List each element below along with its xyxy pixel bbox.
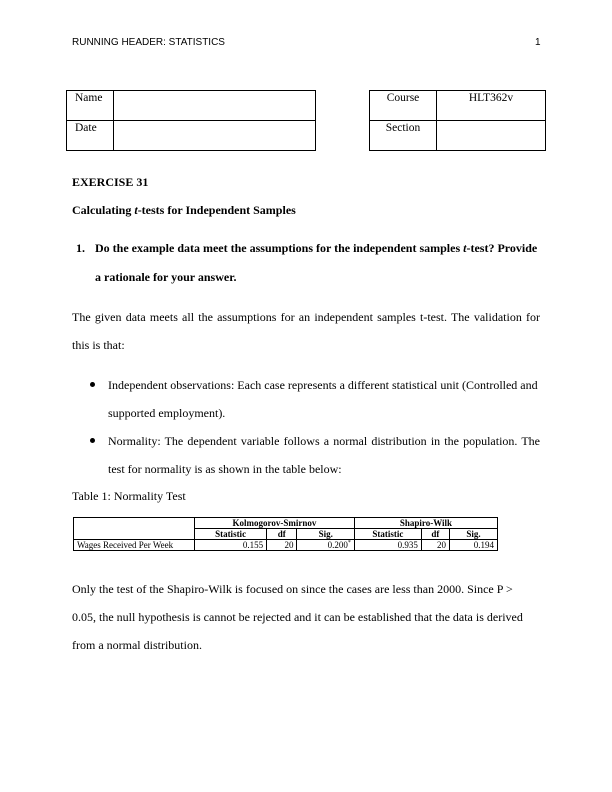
name-label: Name (67, 91, 114, 121)
subtitle-text-post: -tests for Independent Samples (137, 203, 296, 217)
subtitle-text-pre: Calculating (72, 203, 135, 217)
column-header: Sig. (449, 529, 497, 540)
row-header-blank (74, 518, 195, 540)
question-text (95, 234, 541, 292)
date-label: Date (67, 121, 114, 151)
group-header-sw: Shapiro-Wilk (354, 518, 497, 529)
course-info-table (369, 90, 546, 151)
student-info-table (66, 90, 316, 151)
bullet-line1: Normality: The dependent variable follows a normal distribution in the population. The (108, 434, 540, 448)
running-header: RUNNING HEADER: STATISTICS (72, 37, 225, 48)
bullet-line2: test for normality is as shown in the table below: (108, 462, 342, 476)
exercise-title: EXERCISE 31 (72, 175, 149, 189)
column-header: Statistic (354, 529, 421, 540)
bullet-item (108, 371, 540, 427)
question-line1-italic: t (463, 241, 467, 255)
exercise-subtitle (72, 203, 296, 218)
course-label: Course (370, 91, 437, 121)
conclusion-line2: 0.05, the null hypothesis is cannot be rejected and it can be established that the data is derived (72, 610, 523, 624)
ks-sig-value: 0.200 (327, 540, 348, 550)
table-row (74, 540, 498, 551)
ks-df-cell: 20 (267, 540, 297, 551)
conclusion-line1: Only the test of the Shapiro-Wilk is focused on since the cases are less than 2000. Since P > (72, 582, 513, 596)
row-label: Wages Received Per Week (74, 540, 195, 551)
ks-sig-cell (297, 540, 354, 551)
ks-sig-mark: * (347, 540, 351, 546)
question-line1-post: -test? Provide (466, 241, 538, 255)
answer-line2: this is that: (72, 338, 125, 352)
question-line2: a rationale for your answer. (95, 270, 237, 284)
conclusion-line3: from a normal distribution. (72, 638, 202, 652)
column-header: Sig. (297, 529, 354, 540)
group-header-ks: Kolmogorov-Smirnov (195, 518, 355, 529)
conclusion-paragraph (72, 575, 540, 659)
question-line1-pre: Do the example data meet the assumptions for the independent samples (95, 241, 464, 255)
section-label: Section (370, 121, 437, 151)
bullet-line2: supported employment). (108, 406, 226, 420)
bullet-item (108, 427, 540, 483)
page-number: 1 (535, 37, 541, 48)
sw-statistic-cell: 0.935 (354, 540, 421, 551)
bullet-line1: Independent observations: Each case represents a different statistical unit (Controlled and (108, 378, 538, 392)
course-value: HLT362v (437, 91, 546, 121)
answer-paragraph (72, 303, 540, 359)
question-number: 1. (76, 241, 85, 255)
table-caption: Table 1: Normality Test (72, 489, 186, 503)
column-header: df (421, 529, 449, 540)
bullet-icon (90, 438, 95, 443)
subtitle-text-italic: t (134, 203, 138, 217)
column-header: Statistic (195, 529, 267, 540)
section-field[interactable] (437, 121, 546, 151)
normality-table (73, 517, 498, 551)
date-field[interactable] (114, 121, 316, 151)
name-field[interactable] (114, 91, 316, 121)
bullet-icon (90, 382, 95, 387)
answer-line1: The given data meets all the assumptions for an independent samples t-test. The validation for (72, 310, 540, 324)
column-header: df (267, 529, 297, 540)
ks-statistic-cell: 0.155 (195, 540, 267, 551)
sw-sig-cell: 0.194 (449, 540, 497, 551)
sw-df-cell: 20 (421, 540, 449, 551)
